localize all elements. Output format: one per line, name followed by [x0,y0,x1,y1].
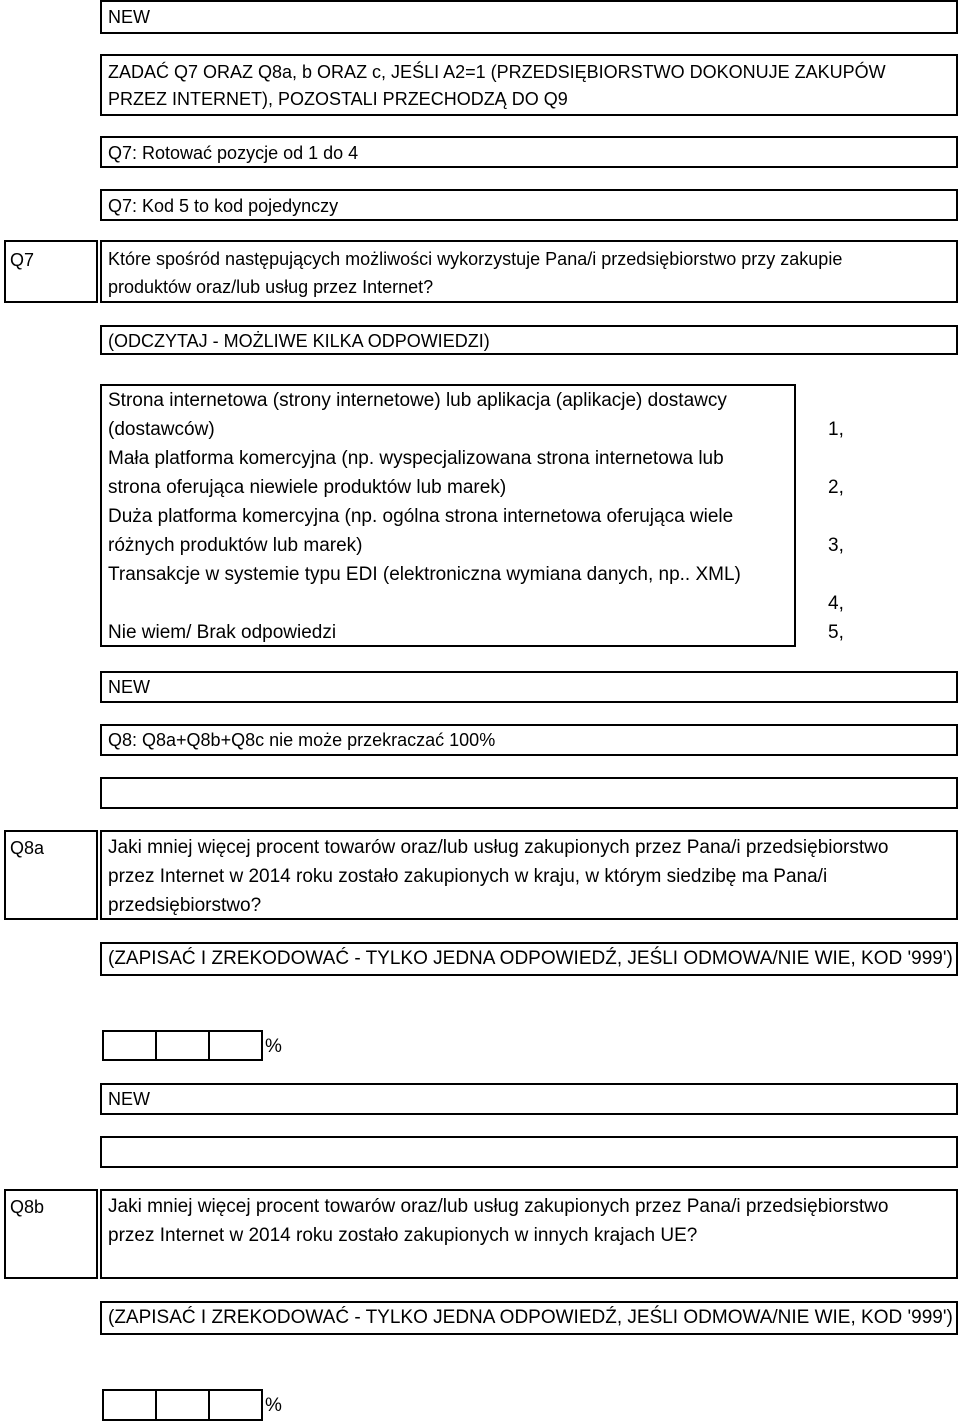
q7-option-1-code[interactable]: 1, [828,419,844,440]
q7-label: Q7 [10,250,35,270]
q7-option-2-line1: Mała platforma komercyjna (np. wyspecjalizowana strona internetowa lub [108,448,724,469]
q8b-question-line2: przez Internet w 2014 roku zostało zakupionych w innych krajach UE? [108,1225,698,1246]
new-box-1 [100,0,958,34]
q7-option-4-code[interactable]: 4, [828,593,844,614]
q7-option-4-line1: Transakcje w systemie typu EDI (elektroniczna wymiana danych, np.. XML) [108,564,741,585]
q7-option-3-line1: Duża platforma komercyjna (np. ogólna strona internetowa oferująca wiele [108,506,734,527]
new-label-3: NEW [108,1089,150,1109]
new-box-3 [100,1083,958,1115]
q7-option-2-line2: strona oferująca niewiele produktów lub marek) [108,477,507,498]
q8b-label: Q8b [10,1197,45,1217]
instruction-single-code: Q7: Kod 5 to kod pojedynczy [108,196,339,216]
empty-box-2 [100,1136,958,1168]
q8b-percent-sign: % [265,1395,282,1416]
q8a-question-line2: przez Internet w 2014 roku zostało zakupionych w kraju, w którym siedzibę ma Pana/i [108,866,828,887]
q7-option-1-line1: Strona internetowa (strony internetowe) lub aplikacja (aplikacje) dostawcy [108,390,727,411]
q8b-instruction: (ZAPISAĆ I ZREKODOWAĆ - TYLKO JEDNA ODPOWIEDŹ, JEŚLI ODMOWA/NIE WIE, KOD '999') [108,1307,953,1328]
instruction-rotate: Q7: Rotować pozycje od 1 do 4 [108,143,359,163]
empty-box-1 [100,777,958,809]
q7-option-5-line1: Nie wiem/ Brak odpowiedzi [108,622,337,643]
q7-option-5-code[interactable]: 5, [828,622,844,643]
q8-sum-note: Q8: Q8a+Q8b+Q8c nie może przekraczać 100% [108,730,496,750]
q8a-digit-3[interactable] [208,1030,263,1061]
q7-option-1-line2: (dostawców) [108,419,215,440]
q7-option-3-line2: różnych produktów lub marek) [108,535,363,556]
new-label: NEW [108,7,150,27]
q7-instruction: (ODCZYTAJ - MOŻLIWE KILKA ODPOWIEDZI) [108,331,490,351]
q7-option-3-code[interactable]: 3, [828,535,844,556]
q8a-instruction: (ZAPISAĆ I ZREKODOWAĆ - TYLKO JEDNA ODPOWIEDŹ, JEŚLI ODMOWA/NIE WIE, KOD '999') [108,948,953,969]
q8b-digit-2[interactable] [155,1389,210,1421]
q8a-question-line1: Jaki mniej więcej procent towarów oraz/lub usług zakupionych przez Pana/i przedsiębiorstwo [108,837,889,858]
q8a-percent-sign: % [265,1036,282,1057]
q8a-question-line3: przedsiębiorstwo? [108,895,262,916]
q8a-digit-1[interactable] [102,1030,157,1061]
q8b-digit-1[interactable] [102,1389,157,1421]
new-label-2: NEW [108,677,150,697]
q8a-label: Q8a [10,838,45,858]
q7-question-line1: Które spośród następujących możliwości wykorzystuje Pana/i przedsiębiorstwo przy zakupie [108,249,843,269]
q8b-question-line1: Jaki mniej więcej procent towarów oraz/lub usług zakupionych przez Pana/i przedsiębiorstwo [108,1196,889,1217]
instruction-filter-line1: ZADAĆ Q7 ORAZ Q8a, b ORAZ c, JEŚLI A2=1 (PRZEDSIĘBIORSTWO DOKONUJE ZAKUPÓW [108,62,886,82]
instruction-filter-line2: PRZEZ INTERNET), POZOSTALI PRZECHODZĄ DO Q9 [108,89,568,109]
q8a-digit-2[interactable] [155,1030,210,1061]
q8b-digit-3[interactable] [208,1389,263,1421]
q7-question-line2: produktów oraz/lub usług przez Internet? [108,277,434,297]
q7-option-2-code[interactable]: 2, [828,477,844,498]
new-box-2 [100,671,958,703]
